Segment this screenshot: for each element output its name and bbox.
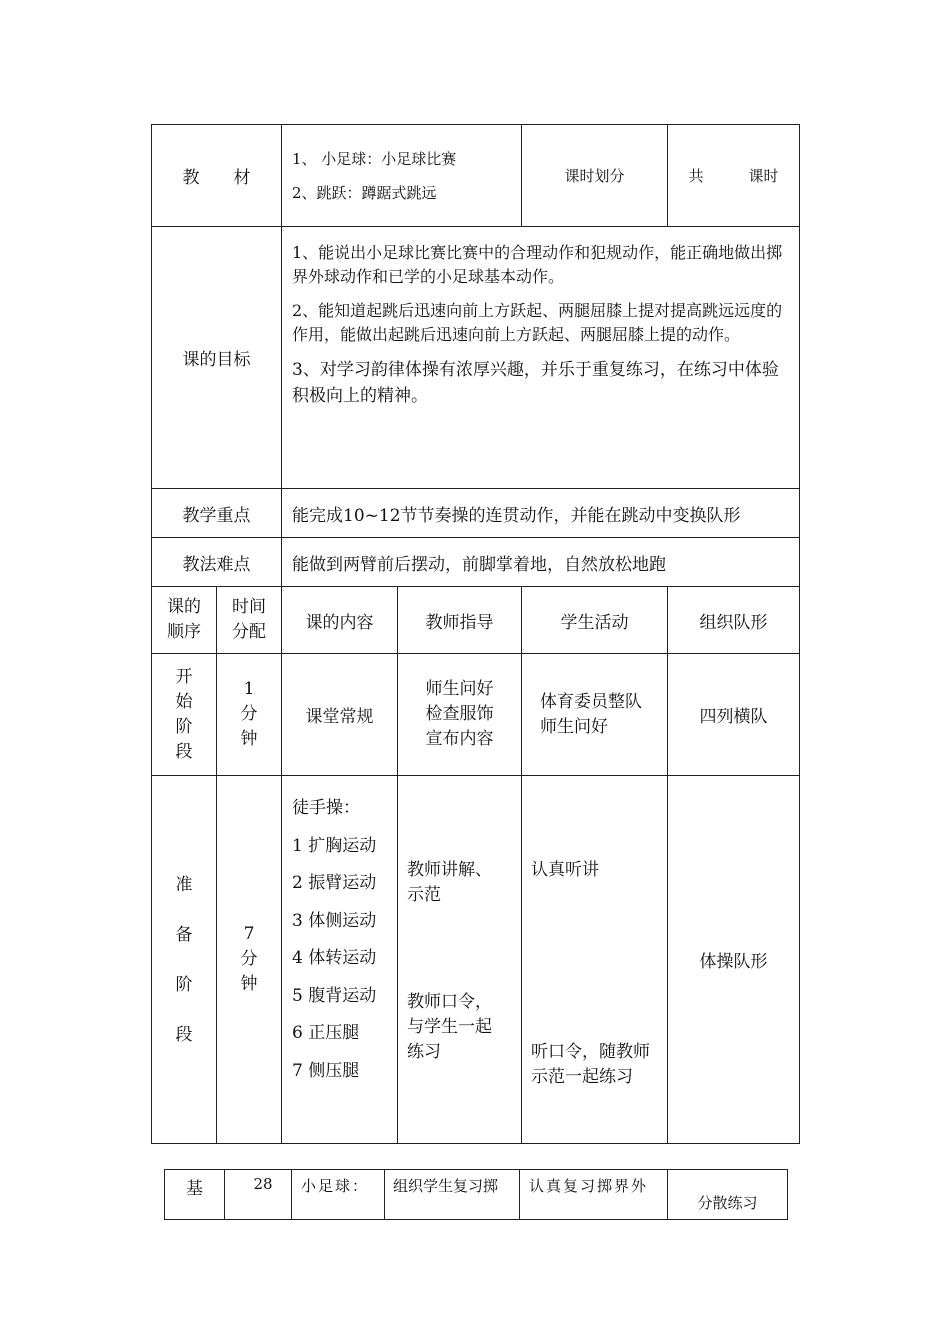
basic-stage-student: 认真复习掷界外 [520, 1170, 668, 1220]
basic-stage-label: 基 [165, 1170, 225, 1220]
warmup-item: 2 振臂运动 [292, 873, 377, 893]
prep-stage-time: 7 分 钟 [217, 776, 282, 1144]
warmup-item: 4 体转运动 [292, 948, 377, 968]
goal-item-1: 1、能说出小足球比赛比赛中的合理动作和犯规动作，能正确地做出掷界外球动作和已学的小足球基本动作。 [292, 243, 783, 286]
prep-stage-content [282, 776, 398, 1144]
period-label: 课时划分 [522, 125, 668, 227]
material-item-2: 2、跳跃：蹲踞式跳远 [292, 183, 437, 202]
goal-item-3: 3、对学习韵律体操有浓厚兴趣，并乐于重复练习，在练习中体验积极向上的精神。 [292, 360, 779, 406]
start-stage-student: 体育委员整队 师生问好 [522, 654, 668, 776]
difficulty-label: 教法难点 [152, 538, 282, 587]
prep-stage-teacher: 教师讲解、 示范 教师口令， 与学生一起 练习 [398, 776, 522, 1144]
start-stage-formation: 四列横队 [668, 654, 800, 776]
basic-stage-content: 小足球： [292, 1170, 385, 1220]
material-label: 教 材 [152, 125, 282, 227]
warmup-title: 徒手操： [292, 798, 360, 818]
start-stage-label: 开 始 阶 段 [152, 654, 217, 776]
basic-stage-table [164, 1169, 788, 1220]
material-item-1: 1、 小足球：小足球比赛 [292, 149, 457, 168]
header-formation: 组织队形 [668, 587, 800, 654]
prep-stage-label: 准 备 阶 段 [152, 776, 217, 1144]
key-point-text: 能完成10~12节节奏操的连贯动作，并能在跳动中变换队形 [282, 489, 800, 538]
prep-stage-student: 认真听讲 听口令，随教师 示范一起练习 [522, 776, 668, 1144]
warmup-item: 6 正压腿 [292, 1023, 360, 1043]
warmup-item: 5 腹背运动 [292, 985, 377, 1006]
header-time: 时间 分配 [217, 587, 282, 654]
difficulty-text: 能做到两臂前后摆动，前脚掌着地，自然放松地跑 [282, 538, 800, 587]
material-items [282, 125, 522, 227]
start-stage-time: 1 分 钟 [217, 654, 282, 776]
header-teacher: 教师指导 [398, 587, 522, 654]
goals-label: 课的目标 [152, 227, 282, 489]
header-content: 课的内容 [282, 587, 398, 654]
key-point-label: 教学重点 [152, 489, 282, 538]
lesson-plan-table [151, 124, 800, 1144]
header-order: 课的 顺序 [152, 587, 217, 654]
prep-stage-formation: 体操队形 [668, 776, 800, 1144]
header-student: 学生活动 [522, 587, 668, 654]
basic-stage-teacher: 组织学生复习掷 [385, 1170, 520, 1220]
basic-stage-formation: 分散练习 [668, 1170, 788, 1220]
goal-item-2: 2、能知道起跳后迅速向前上方跃起、两腿屈膝上提对提高跳远远度的作用，能做出起跳后迅速向前上方跃起、两腿屈膝上提的动作。 [292, 301, 783, 344]
start-stage-teacher: 师生问好 检查服饰 宣布内容 [398, 654, 522, 776]
goals-text [282, 227, 800, 489]
total-periods: 共 课时 [668, 125, 800, 227]
start-stage-content: 课堂常规 [282, 654, 398, 776]
warmup-item: 7 侧压腿 [292, 1060, 360, 1081]
basic-stage-time: 28 [225, 1170, 292, 1220]
warmup-item: 3 体侧运动 [292, 910, 377, 931]
warmup-item: 1 扩胸运动 [292, 835, 377, 856]
